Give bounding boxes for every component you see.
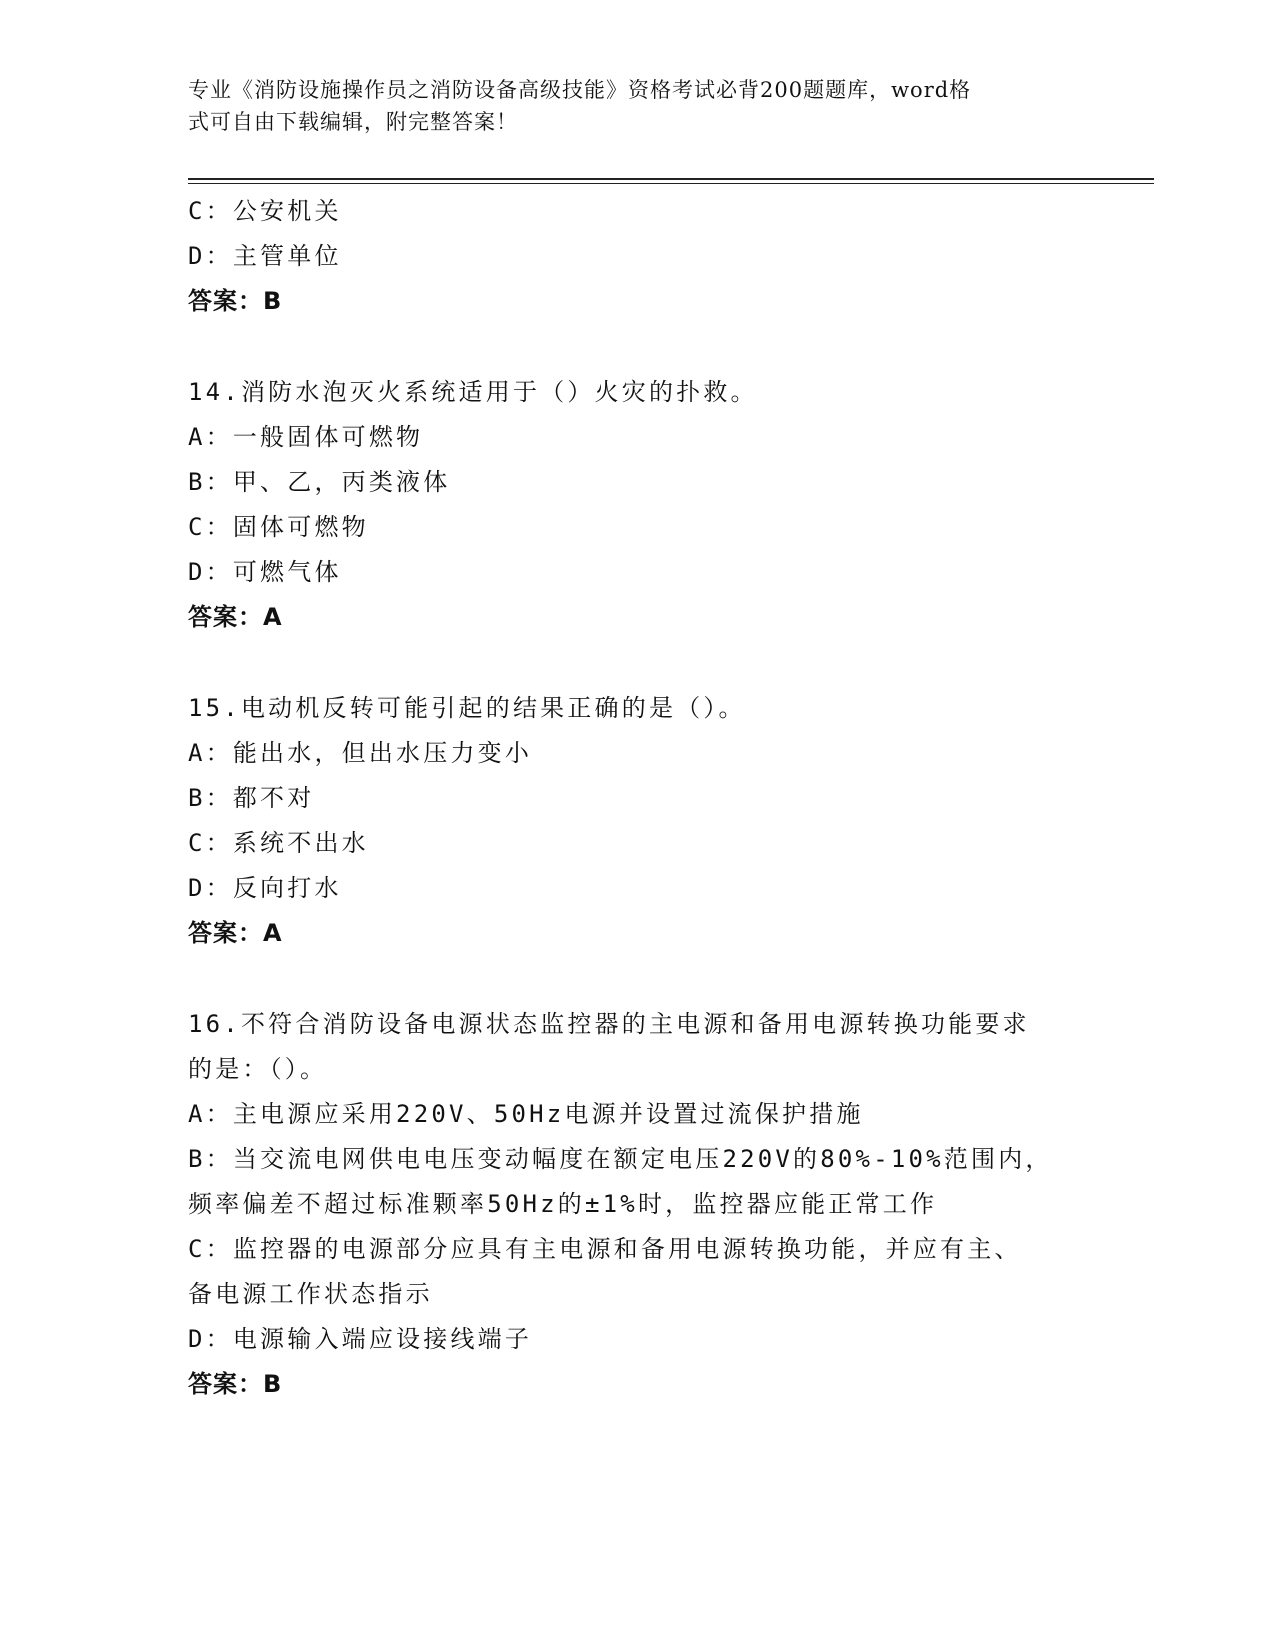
prev-option-c: C：公安机关: [188, 197, 342, 225]
q16-option-c-line-1: C：监控器的电源部分应具有主电源和备用电源转换功能，并应有主、: [188, 1235, 1022, 1263]
q14-stem: 14.消防水泡灭火系统适用于（）火灾的扑救。: [188, 378, 758, 406]
q15-option-d: D：反向打水: [188, 874, 342, 902]
q14-option-c: C：固体可燃物: [188, 513, 369, 541]
prev-answer: 答案：B: [188, 287, 283, 315]
q15-option-c: C：系统不出水: [188, 829, 369, 857]
q16-stem-line-2: 的是：（）。: [188, 1055, 328, 1083]
q16-option-d: D：电源输入端应设接线端子: [188, 1325, 533, 1353]
q16-option-b-line-2: 频率偏差不超过标准颗率50Hz的±1%时，监控器应能正常工作: [188, 1190, 938, 1218]
q16-stem-line-1: 16.不符合消防设备电源状态监控器的主电源和备用电源转换功能要求: [188, 1010, 1030, 1038]
header-line-1: 专业《消防设施操作员之消防设备高级技能》资格考试必背200题题库，word格: [188, 78, 972, 102]
page-header: [188, 74, 1088, 138]
header-rule-thin: [188, 183, 1154, 184]
q14-option-d: D：可燃气体: [188, 558, 342, 586]
q15-answer: 答案：A: [188, 919, 283, 947]
q15-stem: 15.电动机反转可能引起的结果正确的是（）。: [188, 694, 746, 722]
q14-option-a: A：一般固体可燃物: [188, 423, 424, 451]
header-rule-thick: [188, 178, 1154, 180]
q16-option-b-line-1: B：当交流电网供电电压变动幅度在额定电压220V的80%-10%范围内，: [188, 1145, 1053, 1173]
q16-option-c-line-2: 备电源工作状态指示: [188, 1280, 433, 1308]
q16-answer: 答案：B: [188, 1370, 283, 1398]
q14-answer: 答案：A: [188, 603, 283, 631]
prev-option-d: D：主管单位: [188, 242, 342, 270]
q15-option-b: B：都不对: [188, 784, 315, 812]
q14-option-b: B：甲、乙，丙类液体: [188, 468, 451, 496]
header-line-2: 式可自由下载编辑，附完整答案！: [188, 110, 518, 134]
q15-option-a: A：能出水，但出水压力变小: [188, 739, 533, 767]
q16-option-a: A：主电源应采用220V、50Hz电源并设置过流保护措施: [188, 1100, 864, 1128]
